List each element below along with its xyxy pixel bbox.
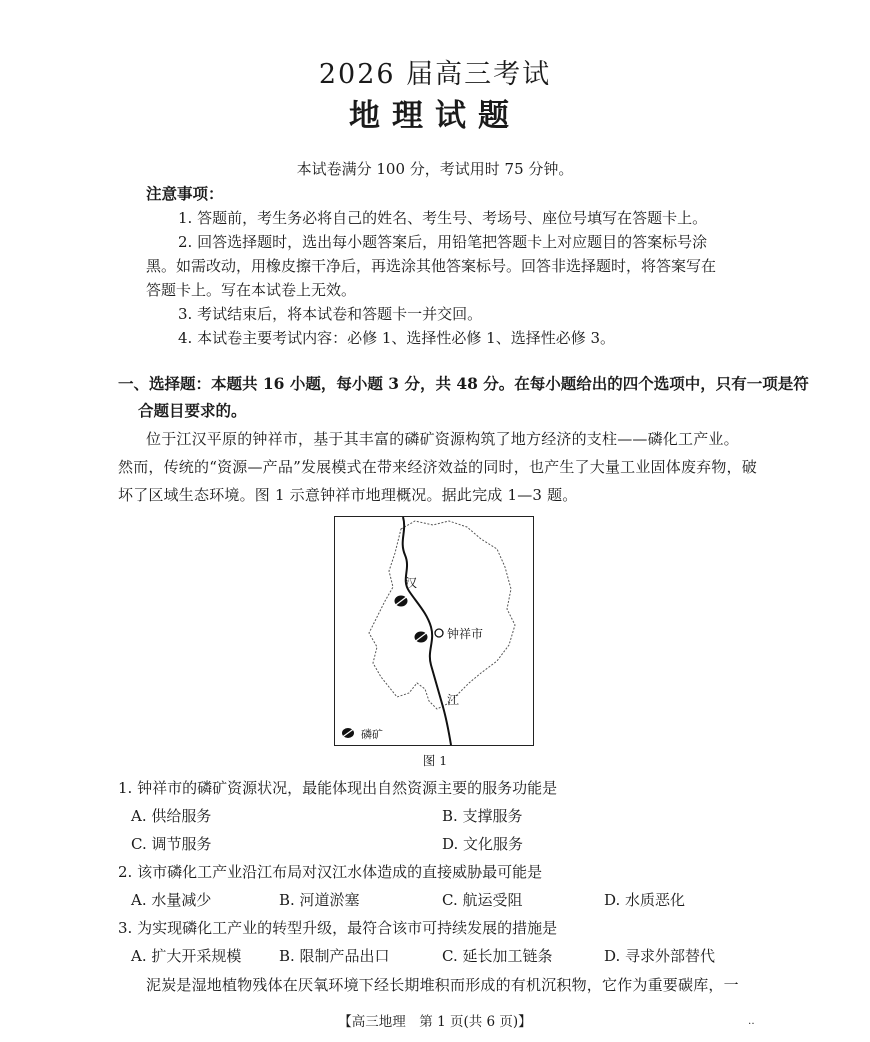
notice-item-2-line-1: 2. 回答选择题时，选出每小题答案后，用铅笔把答题卡上对应题目的答案标号涂	[178, 233, 708, 251]
question-3-option-c: C. 延长加工链条	[442, 947, 553, 965]
exam-info: 本试卷满分 100 分，考试用时 75 分钟。	[296, 160, 574, 178]
section-heading-line-2: 合题目要求的。	[138, 401, 247, 420]
notice-item-1: 1. 答题前，考生务必将自己的姓名、考生号、考场号、座位号填写在答题卡上。	[178, 209, 708, 227]
figure-1-map	[334, 516, 534, 746]
subject-title: 地理试题	[349, 98, 521, 134]
question-1-option-d: D. 文化服务	[442, 835, 524, 853]
notice-item-4: 4. 本试卷主要考试内容：必修 1、选择性必修 1、选择性必修 3。	[178, 329, 616, 347]
han-river	[403, 517, 451, 745]
page-footer: 【高三地理 第 1 页(共 6 页)】	[338, 1014, 532, 1030]
map-svg	[335, 517, 533, 745]
exam-title: 2026 届高三考试	[318, 59, 552, 90]
passage-1-line-2: 然而，传统的“资源—产品”发展模式在带来经济效益的同时，也产生了大量工业固体废弃物，破	[118, 458, 757, 476]
question-1-option-a: A. 供给服务	[131, 807, 212, 825]
question-3-option-a: A. 扩大开采规模	[131, 947, 242, 965]
phosphate-mine-symbol-1	[393, 595, 409, 607]
passage-2-line-1: 泥炭是湿地植物残体在厌氧环境下经长期堆积而形成的有机沉积物，它作为重要碳库，一	[146, 976, 739, 994]
question-1-stem: 1. 钟祥市的磷矿资源状况，最能体现出自然资源主要的服务功能是	[118, 779, 558, 797]
section-heading-line-1: 一、选择题：本题共 16 小题，每小题 3 分，共 48 分。在每小题给出的四个选项中，只有一项是符	[118, 374, 809, 393]
question-2-option-a: A. 水量减少	[131, 891, 212, 909]
question-3-option-b: B. 限制产品出口	[279, 947, 390, 965]
question-1-option-c: C. 调节服务	[131, 835, 212, 853]
notice-heading: 注意事项：	[146, 184, 224, 203]
city-boundary	[369, 521, 515, 709]
phosphate-mine-symbol-2	[413, 631, 429, 643]
question-2-option-c: C. 航运受阻	[442, 891, 523, 909]
question-2-option-d: D. 水质恶化	[604, 891, 686, 909]
corner-mark: ‥	[748, 1016, 755, 1027]
legend-mine-symbol	[341, 728, 355, 738]
passage-1-line-1: 位于江汉平原的钟祥市，基于其丰富的磷矿资源构筑了地方经济的支柱——磷化工产业。	[146, 430, 739, 448]
question-3-stem: 3. 为实现磷化工产业的转型升级，最符合该市可持续发展的措施是	[118, 919, 558, 937]
notice-item-2-line-3: 答题卡上。写在本试卷上无效。	[146, 281, 357, 299]
label-zhongxiang: 钟祥市	[447, 627, 484, 641]
passage-1-line-3: 坏了区域生态环境。图 1 示意钟祥市地理概况。据此完成 1—3 题。	[118, 486, 578, 504]
question-3-option-d: D. 寻求外部替代	[604, 947, 716, 965]
question-1-option-b: B. 支撑服务	[442, 807, 523, 825]
label-jiang: 江	[447, 693, 460, 707]
legend-label: 磷矿	[361, 728, 383, 741]
label-han: 汉	[405, 576, 418, 590]
question-2-option-b: B. 河道淤塞	[279, 891, 360, 909]
notice-item-2-line-2: 黑。如需改动，用橡皮擦干净后，再选涂其他答案标号。回答非选择题时，将答案写在	[146, 257, 717, 275]
figure-1-caption: 图 1	[422, 753, 448, 768]
question-2-stem: 2. 该市磷化工产业沿江布局对汉江水体造成的直接威胁最可能是	[118, 863, 543, 881]
zhongxiang-city-marker	[435, 629, 443, 637]
notice-item-3: 3. 考试结束后，将本试卷和答题卡一并交回。	[178, 305, 483, 323]
